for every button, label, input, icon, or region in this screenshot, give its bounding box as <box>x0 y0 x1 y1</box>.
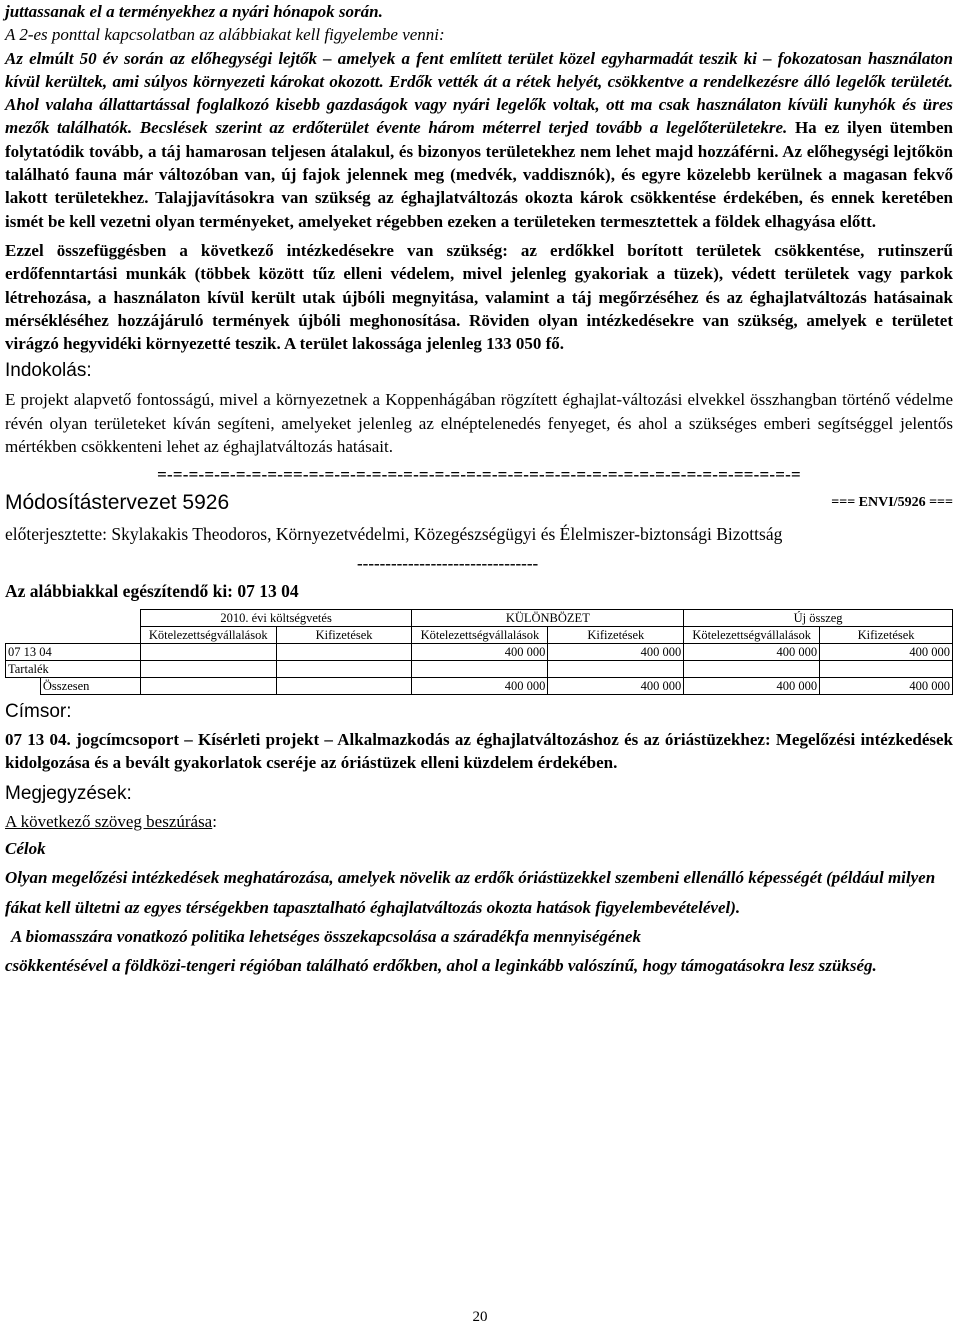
cell-value: 400 000 <box>820 644 953 661</box>
amendment-title: Módosítástervezet 5926 <box>5 490 230 514</box>
remarks-line-1: Olyan megelőzési intézkedések meghatározása, amelyek növelik az erdők óriástüzekkel szembeni ellenálló képességét (például milyen <box>5 868 936 888</box>
group-header-difference: KÜLÖNBÖZET <box>412 610 684 627</box>
col-commitments: Kötelezettségvállalások <box>412 627 548 644</box>
col-payments: Kifizetések <box>276 627 412 644</box>
intro-paragraph-1-bold: Ha ez ilyen ütemben folytatódik tovább, a táj hamarosan teljesen átalakul, és bizonyos területekhez nem lehet majd hozzáférni. Az előhegységi lejtőkön található fauna már változóban van, új fajok jelennek meg (medvék, vaddisznók), és egyre közelebb kerülnek a magasan fekvő lakott területekhez. Talajjavításokra van szükség az éghajlatváltozás okozta károk csökkentése érdekében, és ennek keretében ismét be kell vezetni olyan terményeket, amelyeket régebben ezeken a területeken termesztettek a földek elhagyása előtt. <box>5 118 953 231</box>
remarks-heading: Megjegyzések: <box>5 782 132 804</box>
table-row <box>6 678 953 695</box>
cell-value: 400 000 <box>548 644 684 661</box>
justification-text: E projekt alapvető fontosságú, mivel a környezetnek a Koppenhágában rögzített éghajlat-változási elvekkel összhangban történő védelme révén olyan területeket kíván segíteni, amelyeket jelenleg az elnéptelenedés fenyeget, és ahol a szükséges emberi segítséggel jelentős mértékben csökkenteni lehet az éghajlatváltozás hatásait. <box>5 390 953 457</box>
cell-value: 400 000 <box>412 644 548 661</box>
budget-table <box>5 609 953 695</box>
page-number: 20 <box>472 1309 488 1325</box>
goals-label: Célok <box>5 839 46 859</box>
document-page <box>5 0 953 978</box>
heading-section-title: Címsor: <box>5 701 72 723</box>
insert-label: A következő szöveg beszúrása <box>5 811 213 831</box>
row-label: Tartalék <box>6 661 141 678</box>
table-row <box>6 627 953 644</box>
intro-line-2: A 2-es ponttal kapcsolatban az alábbiakat kell figyelembe venni: <box>5 25 445 45</box>
remarks-line-2: fákat kell ültetni az egyes térségekben tapasztalható éghajlatváltozás okozta hatások figyelembevételével). <box>5 897 741 917</box>
intro-paragraph-1 <box>5 47 953 233</box>
table-row <box>6 644 953 661</box>
intro-paragraph-1-italic: Az elmúlt 50 év során az előhegységi lejtők – amelyek a fent említett terület közel egyharmadát teszik ki – fokozatosan használaton kívül kerültek, ami súlyos környezeti károkat okozott. Erdők vették át a rétek helyét, csökkentve a rendelkezésre álló legelők területét. Ahol valaha állattartással foglalkozó kisebb gazdaságok vagy nyári legelők voltak, ott ma csak használaton kívüli kunyhók és üres mezők találhatók. Becslések szerint az erdőterület évente három méterrel terjed tovább a legelőterületekre. <box>5 48 953 138</box>
col-commitments: Kötelezettségvállalások <box>684 627 820 644</box>
group-header-budget: 2010. évi költségvetés <box>140 610 412 627</box>
tabled-by: előterjesztette: Skylakakis Theodoros, Környezetvédelmi, Közegészségügyi és Élelmiszer-biztonsági Bizottság <box>5 523 783 544</box>
supplement-line: Az alábbiakkal egészítendő ki: 07 13 04 <box>5 580 299 601</box>
col-commitments: Kötelezettségvállalások <box>140 627 276 644</box>
col-payments: Kifizetések <box>548 627 684 644</box>
intro-line-1: juttassanak el a terményekhez a nyári hónapok során. <box>5 2 383 21</box>
heading-section-text: 07 13 04. jogcímcsoport – Kísérleti projekt – Alkalmazkodás az éghajlatváltozáshoz és az óriástüzekhez: Megelőzési intézkedések kidolgozása és a bevált gyakorlatok cseréje az óriástüzek elleni küzdelem érdekében. <box>5 730 953 773</box>
cell-value: 400 000 <box>684 678 820 695</box>
amendment-header <box>5 491 953 521</box>
justification-heading: Indokolás: <box>5 360 92 382</box>
row-label: 07 13 04 <box>6 644 141 661</box>
remarks-line-4: csökkentésével a földközi-tengeri régióban található erdőkben, ahol a leginkább valószínű, hogy támogatásokra lesz szükség. <box>5 956 877 976</box>
cell-value: 400 000 <box>412 678 548 695</box>
remarks-line-3: A biomasszára vonatkozó politika lehetséges összekapcsolása a száradékfa mennyiségének <box>11 927 641 947</box>
cell-value: 400 000 <box>820 678 953 695</box>
cell-value: 400 000 <box>684 644 820 661</box>
row-label: Összesen <box>40 678 140 695</box>
col-payments: Kifizetések <box>820 627 953 644</box>
insert-line <box>5 810 953 834</box>
insert-colon: : <box>212 811 217 831</box>
table-row <box>6 661 953 678</box>
dashes-line: -------------------------------- <box>357 554 539 574</box>
intro-paragraph-2: Ezzel összefüggésben a következő intézkedésekre van szükség: az erdőkkel borított területek csökkentése, rutinszerű erdőfenntartási munkák (többek között tűz elleni védelem, mivel jelenleg gyakoriak a tüzek), védett területek vagy parkok létrehozása, a használaton kívül került utak újbóli megnyitása, valamint a táj megőrzéséhez és az éghajlatváltozás hatásainak mérsékléséhez hozzájáruló termények újbóli meghonosítása. Röviden olyan intézkedésekre van szükség, amelyek e területet virágzó hegyvidéki környezetté teszik. A terület lakossága jelenleg 133 050 fő. <box>5 240 953 354</box>
table-row <box>6 610 953 627</box>
section-separator: =-=-=-=-=-=-=-=-==-=-=-=-=-=-=-=-=-=-=-=-=-=-=-=-=-=-=-=-=-=-=-=-=-=-=-=-==-=-=-= <box>157 464 801 484</box>
cell-value: 400 000 <box>548 678 684 695</box>
amendment-code: === ENVI/5926 === <box>831 494 953 510</box>
group-header-new-amount: Új összeg <box>684 610 953 627</box>
